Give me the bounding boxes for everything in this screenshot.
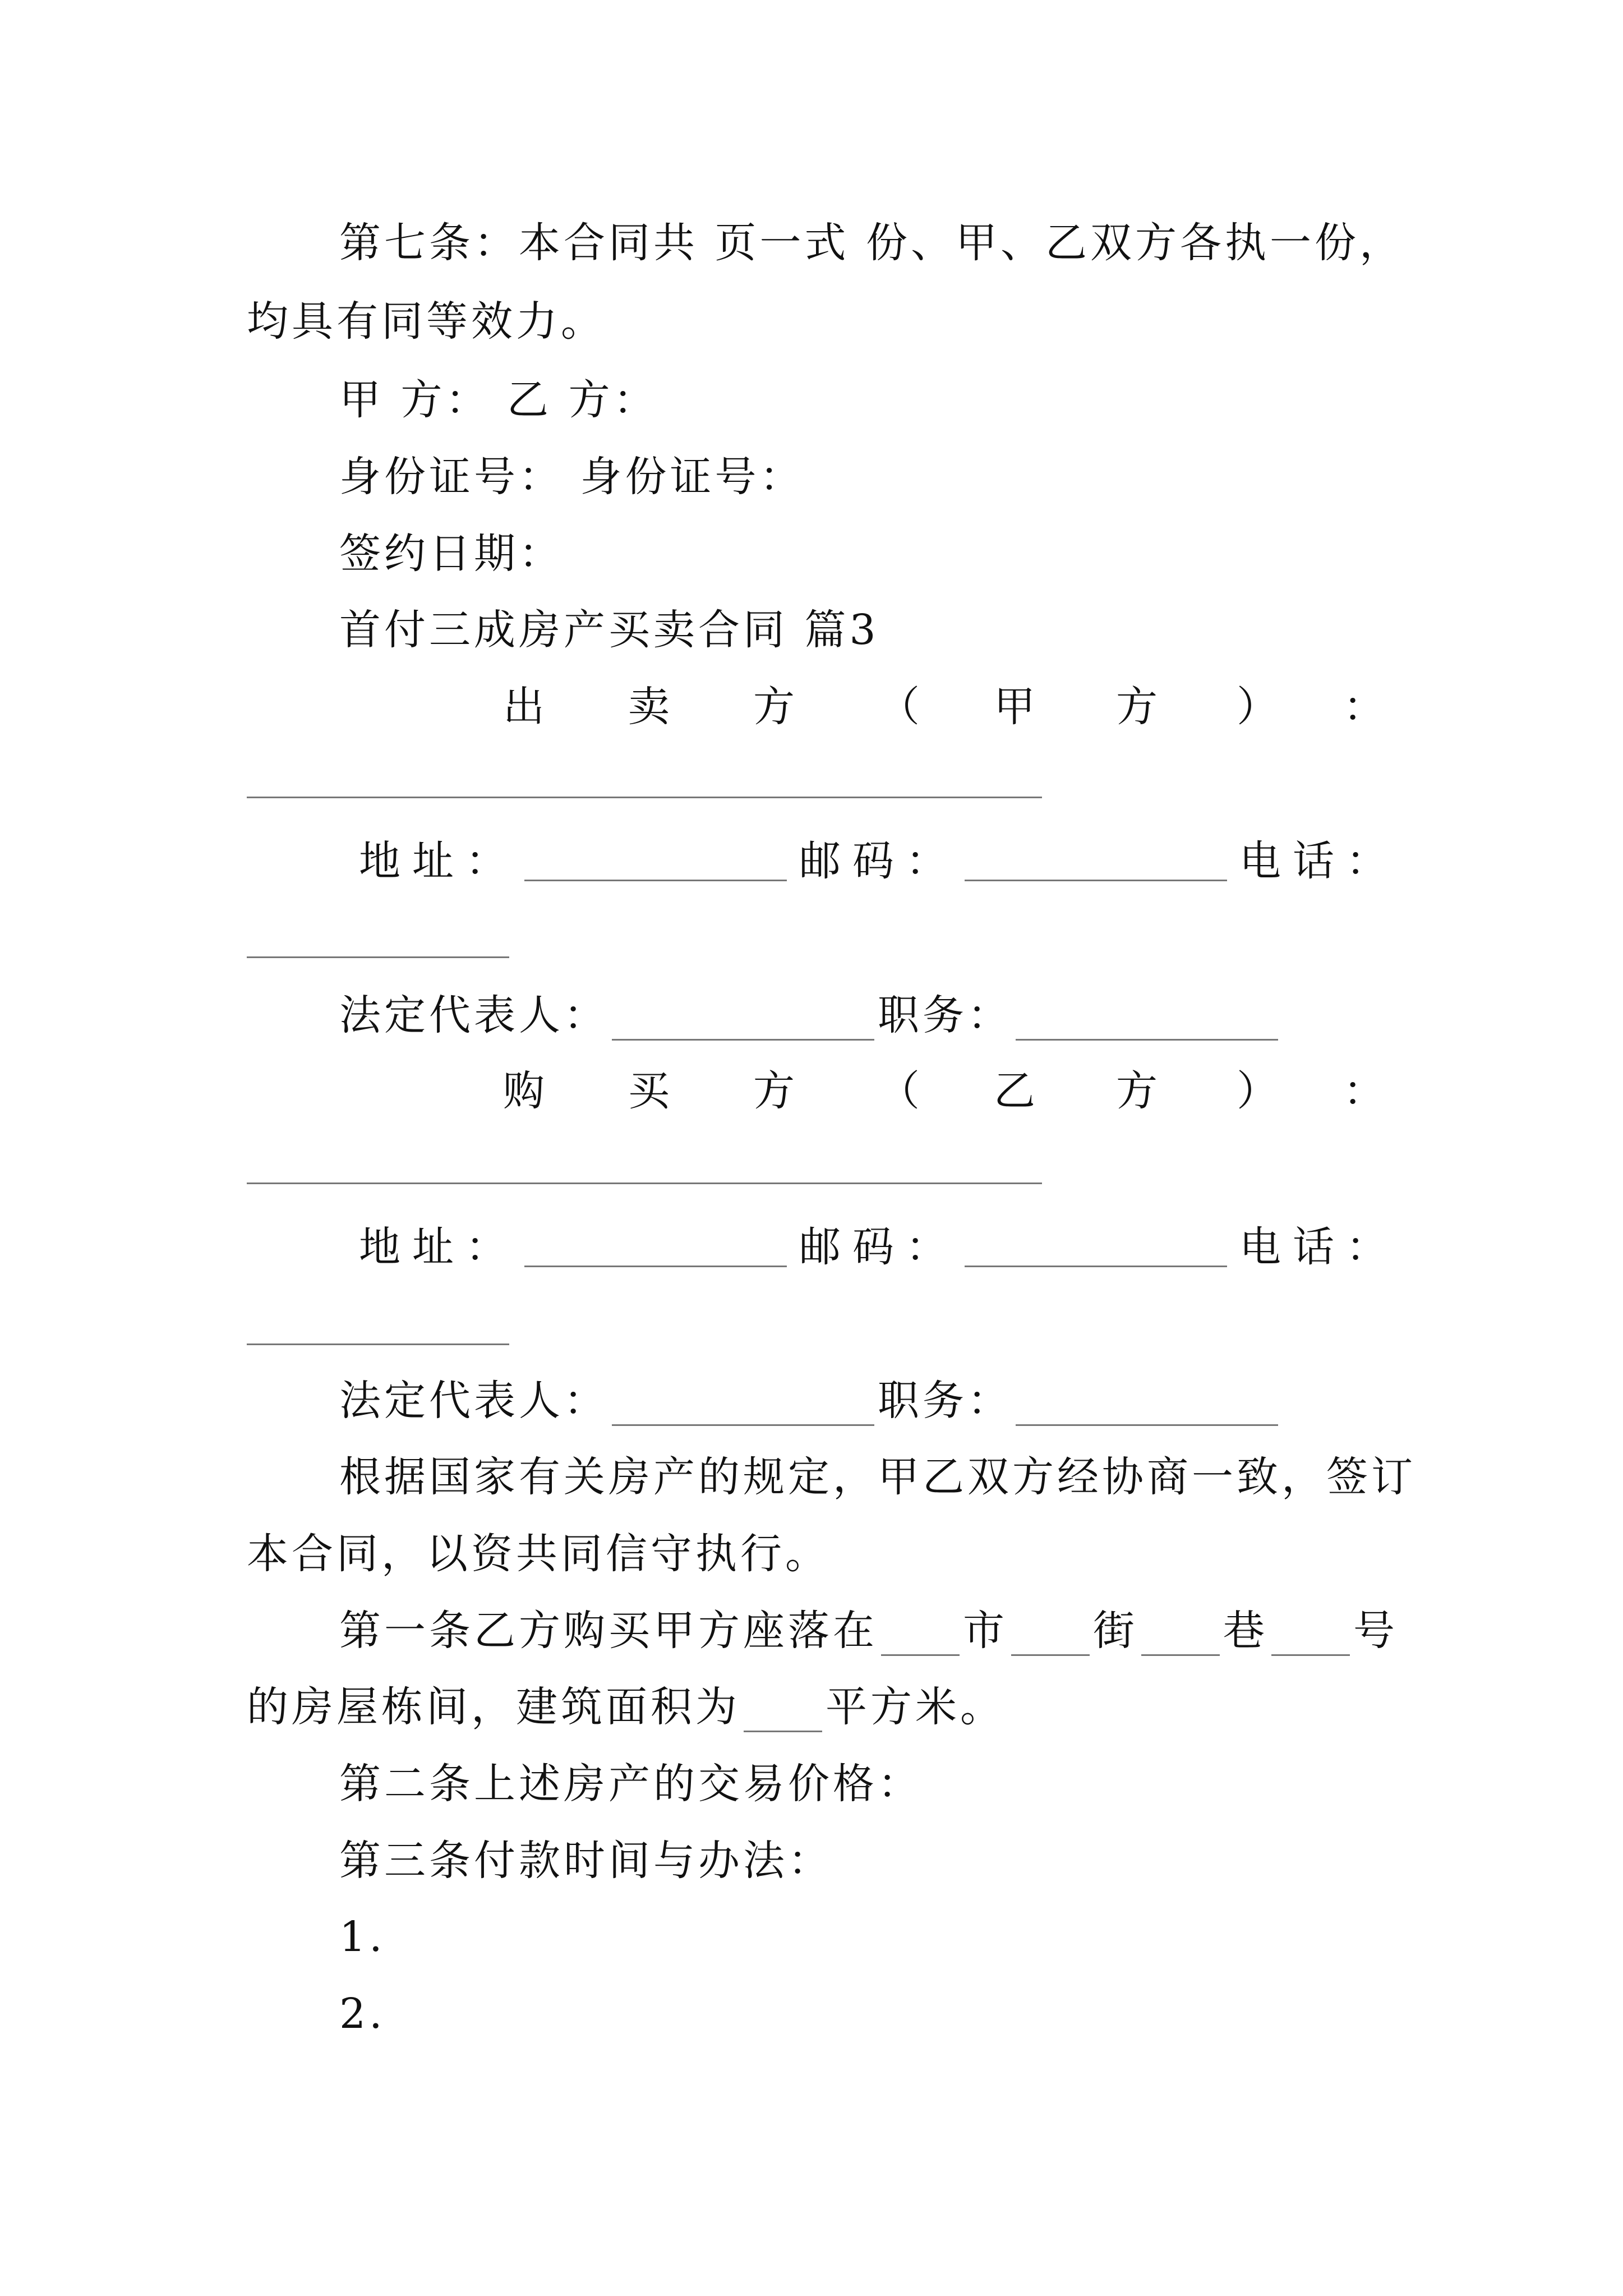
buyer-title-label: 职务： xyxy=(878,1377,1012,1425)
buyer-heading xyxy=(0,1066,1623,1116)
article-7-line-2: 均具有同等效力。 xyxy=(247,297,606,346)
seller-heading-char: 出 xyxy=(503,683,545,731)
article-2-line: 第二条上述房产的交易价格： xyxy=(339,1760,923,1808)
area-blank xyxy=(744,1691,822,1732)
buyer-name-blank xyxy=(247,1182,1042,1184)
article-1-area-text: 的房屋栋间，建筑面积为 xyxy=(247,1683,740,1731)
lane-label: 巷 xyxy=(1223,1607,1268,1655)
article-1-text: 第一条乙方购买甲方座落在 xyxy=(339,1607,878,1655)
sign-date-line: 签约日期： xyxy=(339,530,564,578)
city-blank xyxy=(881,1615,960,1656)
seller-zip-blank xyxy=(965,880,1227,881)
seller-title-label: 职务： xyxy=(878,991,1012,1039)
seller-zip-label: 邮 xyxy=(799,837,841,885)
article-7-line-1: 第七条：本合同共 页一式 份、甲、乙双方各执一份， xyxy=(339,219,1405,267)
buyer-phone-label: 电 xyxy=(1239,1223,1281,1271)
seller-phone-blank xyxy=(247,956,509,958)
seller-title-blank xyxy=(1016,1000,1278,1041)
party-label-line: 甲 方： 乙 方： xyxy=(339,376,658,424)
seller-phone-label: ： xyxy=(1346,837,1387,885)
number-label: 号 xyxy=(1353,1607,1398,1655)
buyer-address-line xyxy=(0,1222,1623,1272)
seller-zip-label: ： xyxy=(906,837,947,885)
seller-heading-char: 卖 xyxy=(628,683,670,731)
buyer-phone-label: ： xyxy=(1346,1223,1387,1271)
payment-item-2: 2. xyxy=(339,1990,386,2038)
seller-phone-label: 电 xyxy=(1239,837,1281,885)
buyer-phone-label: 话 xyxy=(1293,1223,1334,1271)
buyer-heading-char: 方 xyxy=(1116,1067,1158,1115)
buyer-heading-char: ： xyxy=(1343,1067,1385,1115)
basis-line-1: 根据国家有关房产的规定，甲乙双方经协商一致，签订 xyxy=(339,1453,1416,1501)
buyer-address-blank xyxy=(524,1266,787,1267)
seller-heading-char: ： xyxy=(1343,683,1385,731)
seller-rep-label: 法定代表人： xyxy=(339,991,608,1039)
buyer-rep-line xyxy=(339,1375,1281,1426)
seller-heading-char: ） xyxy=(1237,683,1278,731)
number-blank xyxy=(1271,1615,1350,1656)
seller-rep-line xyxy=(339,990,1281,1041)
payment-item-1: 1. xyxy=(339,1913,386,1961)
seller-heading xyxy=(0,682,1623,732)
buyer-address-label: 址 xyxy=(412,1223,454,1271)
buyer-zip-blank xyxy=(965,1266,1227,1267)
city-label: 市 xyxy=(963,1607,1008,1655)
buyer-zip-label: 码 xyxy=(852,1223,894,1271)
buyer-heading-char: 方 xyxy=(753,1067,795,1115)
seller-phone-label: 话 xyxy=(1293,837,1334,885)
buyer-zip-label: ： xyxy=(906,1223,947,1271)
basis-line-2: 本合同，以资共同信守执行。 xyxy=(247,1530,830,1578)
buyer-zip-label: 邮 xyxy=(799,1223,841,1271)
buyer-heading-char: （ xyxy=(878,1067,920,1115)
id-number-line: 身份证号： 身份证号： xyxy=(339,453,805,501)
section-heading: 首付三成房产买卖合同 篇3 xyxy=(339,606,879,654)
buyer-address-label: 地 xyxy=(359,1223,400,1271)
seller-address-line xyxy=(0,836,1623,886)
seller-address-blank xyxy=(524,880,787,881)
article-3-line: 第三条付款时间与办法： xyxy=(339,1837,833,1885)
seller-heading-char: 方 xyxy=(753,683,795,731)
buyer-heading-char: 乙 xyxy=(994,1067,1035,1115)
article-1-line-1 xyxy=(339,1605,1398,1656)
seller-heading-char: （ xyxy=(878,683,920,731)
lane-blank xyxy=(1141,1615,1220,1656)
seller-name-blank xyxy=(247,797,1042,798)
buyer-heading-char: ） xyxy=(1237,1067,1278,1115)
seller-zip-label: 码 xyxy=(852,837,894,885)
buyer-rep-label: 法定代表人： xyxy=(339,1377,608,1425)
seller-heading-char: 甲 xyxy=(994,683,1035,731)
buyer-heading-char: 买 xyxy=(628,1067,670,1115)
article-1-line-2 xyxy=(247,1682,1005,1732)
buyer-address-label: ： xyxy=(465,1223,507,1271)
seller-address-label: ： xyxy=(465,837,507,885)
seller-address-label: 地 xyxy=(359,837,400,885)
buyer-phone-blank xyxy=(247,1343,509,1345)
seller-rep-blank xyxy=(612,1000,874,1041)
seller-heading-char: 方 xyxy=(1116,683,1158,731)
buyer-heading-char: 购 xyxy=(503,1067,545,1115)
buyer-title-blank xyxy=(1016,1385,1278,1426)
buyer-rep-blank xyxy=(612,1385,874,1426)
area-unit-text: 平方米。 xyxy=(826,1683,1005,1731)
seller-address-label: 址 xyxy=(412,837,454,885)
street-label: 街 xyxy=(1093,1607,1138,1655)
street-blank xyxy=(1011,1615,1090,1656)
